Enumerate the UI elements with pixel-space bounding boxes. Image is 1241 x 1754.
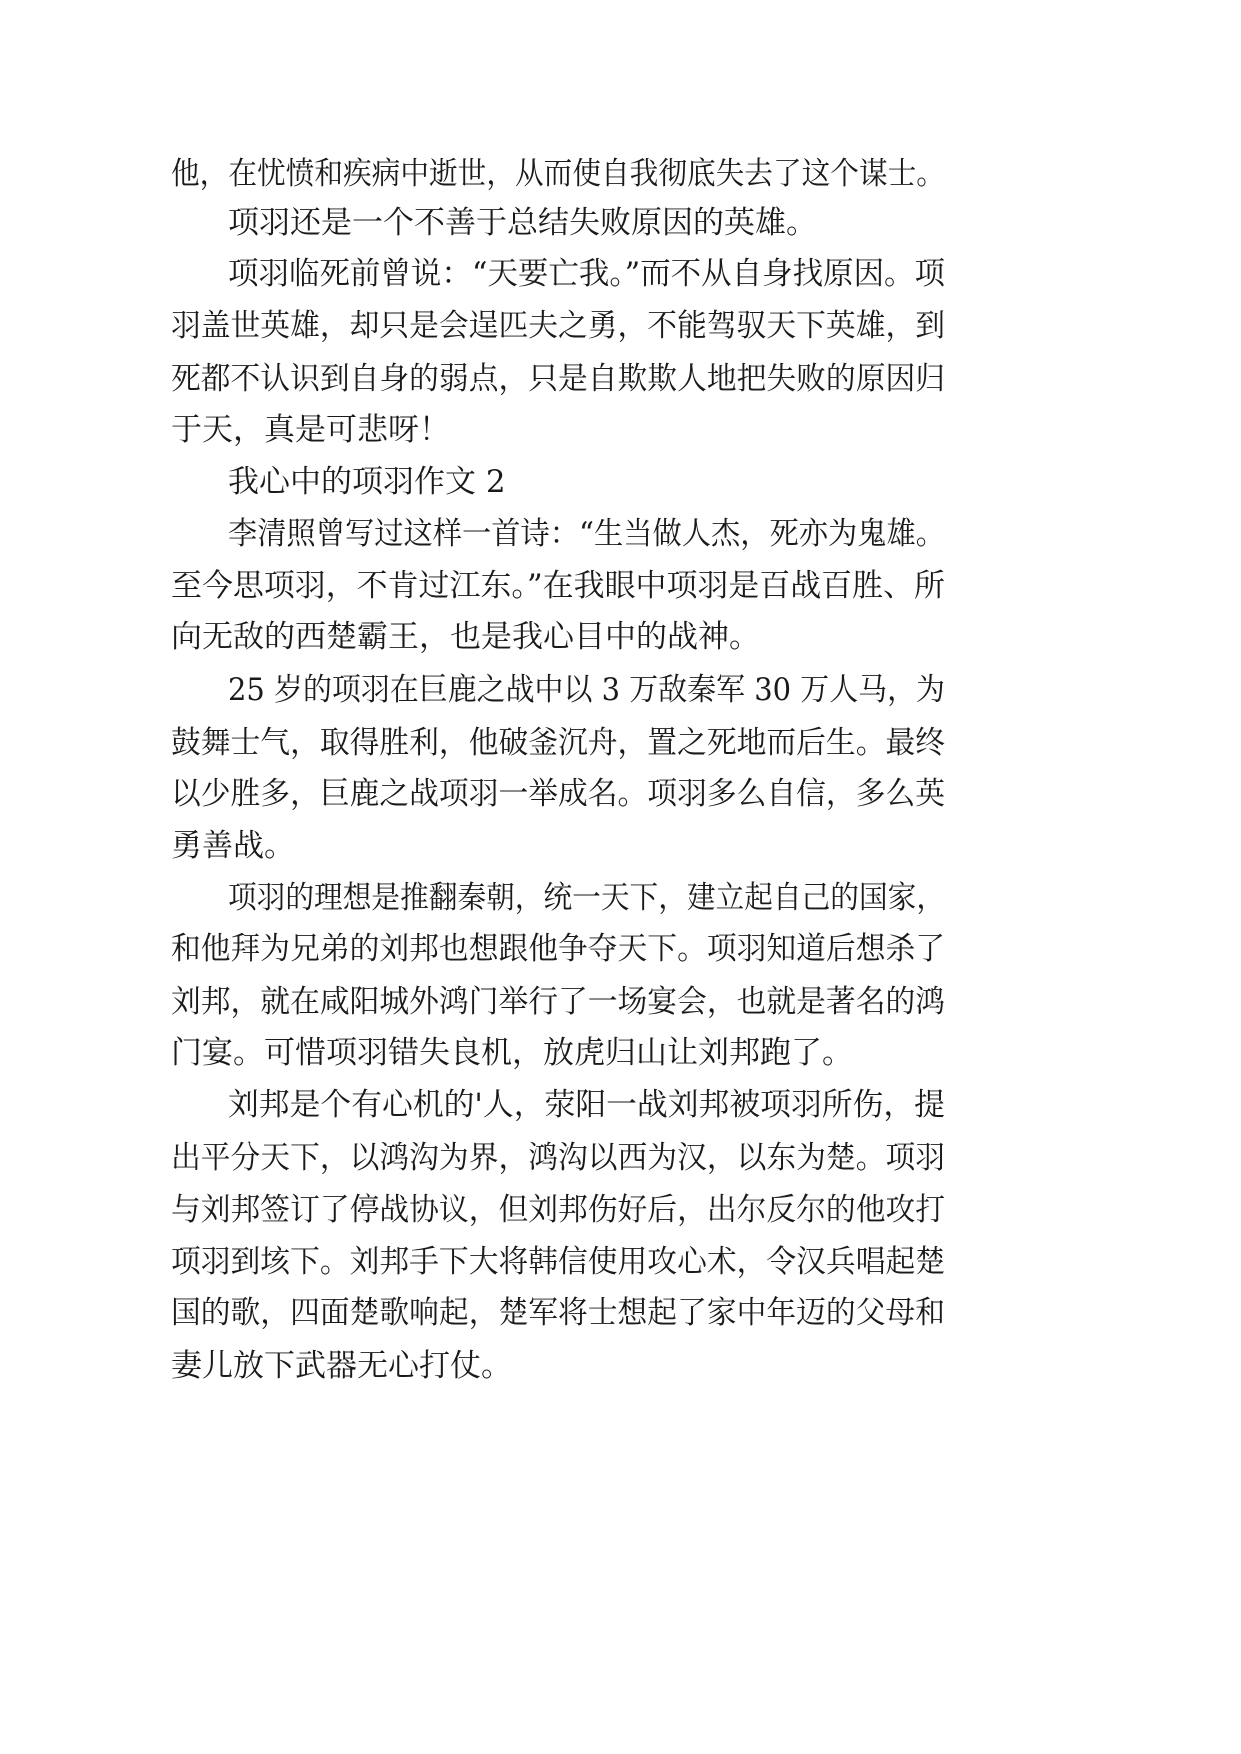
paragraph-line <box>171 1346 512 1386</box>
line-text: 勇善战。 <box>171 828 295 864</box>
paragraph-line <box>171 410 450 450</box>
line-text: 项羽临死前曾说：“天要亡我。”而不从自身找原因。项 <box>228 256 946 292</box>
line-text: 项羽的理想是推翻秦朝，统一天下，建立起自己的国家， <box>228 880 946 916</box>
paragraph-first-line <box>228 514 988 554</box>
paragraph-line <box>171 929 977 969</box>
paragraph-line <box>171 566 946 606</box>
paragraph-line <box>171 617 760 657</box>
line-text: 至今思项羽，不肯过江东。”在我眼中项羽是百战百胜、所 <box>171 568 945 604</box>
paragraph-line <box>171 154 1008 194</box>
line-text: 和他拜为兄弟的刘邦也想跟他争夺天下。项羽知道后想杀了 <box>171 931 946 967</box>
line-text: 门宴。可惜项羽错失良机，放虎归山让刘邦跑了。 <box>171 1035 853 1071</box>
line-text: 我心中的项羽作文 2 <box>228 464 506 500</box>
paragraph-line <box>171 723 977 763</box>
paragraph-line <box>171 359 977 399</box>
paragraph-line <box>171 306 977 346</box>
paragraph-line <box>171 826 295 866</box>
paragraph-first-line <box>228 203 817 243</box>
paragraph-first-line <box>228 1085 950 1125</box>
paragraph-line <box>171 982 977 1022</box>
paragraph-line <box>171 1293 977 1333</box>
line-text: 羽盖世英雄，却只是会逞匹夫之勇，不能驾驭天下英雄，到 <box>171 308 946 344</box>
line-text: 出平分天下，以鸿沟为界，鸿沟以西为汉，以东为楚。项羽 <box>171 1140 946 1176</box>
line-text: 妻儿放下武器无心打仗。 <box>171 1348 512 1384</box>
paragraph-first-line <box>228 670 996 710</box>
line-text: 向无敌的西楚霸王，也是我心目中的战神。 <box>171 619 760 655</box>
paragraph-line <box>171 1190 977 1230</box>
paragraph-line <box>171 1242 977 1282</box>
line-text: 项羽还是一个不善于总结失败原因的英雄。 <box>228 205 817 241</box>
line-text: 刘邦是个有心机的'人，荥阳一战刘邦被项羽所伤，提 <box>228 1087 945 1123</box>
line-text: 他，在忧愤和疾病中逝世，从而使自我彻底失去了这个谋士。 <box>171 156 945 192</box>
paragraph-line <box>171 1033 853 1073</box>
line-text: 以少胜多，巨鹿之战项羽一举成名。项羽多么自信，多么英 <box>171 776 946 812</box>
paragraph-first-line <box>228 254 957 294</box>
line-text: 25 岁的项羽在巨鹿之战中以 3 万敌秦军 30 万人马，为 <box>228 672 945 708</box>
line-text: 李清照曾写过这样一首诗：“生当做人杰，死亦为鬼雄。 <box>228 516 946 552</box>
line-text: 项羽到垓下。刘邦手下大将韩信使用攻心术，令汉兵唱起楚 <box>171 1244 946 1280</box>
paragraph-line <box>171 774 977 814</box>
paragraph-first-line <box>228 878 1003 918</box>
line-text: 国的歌，四面楚歌响起，楚军将士想起了家中年迈的父母和 <box>171 1295 946 1331</box>
line-text: 与刘邦签订了停战协议，但刘邦伤好后，出尔反尔的他攻打 <box>171 1192 946 1228</box>
line-text: 刘邦，就在咸阳城外鸿门举行了一场宴会，也就是著名的鸿 <box>171 984 946 1020</box>
line-text: 死都不认识到自身的弱点，只是自欺欺人地把失败的原因归 <box>171 361 946 397</box>
paragraph-line <box>171 1138 977 1178</box>
paragraph-first-line <box>228 462 506 502</box>
line-text: 鼓舞士气，取得胜利，他破釜沉舟，置之死地而后生。最终 <box>171 725 946 761</box>
line-text: 于天，真是可悲呀！ <box>171 412 450 448</box>
